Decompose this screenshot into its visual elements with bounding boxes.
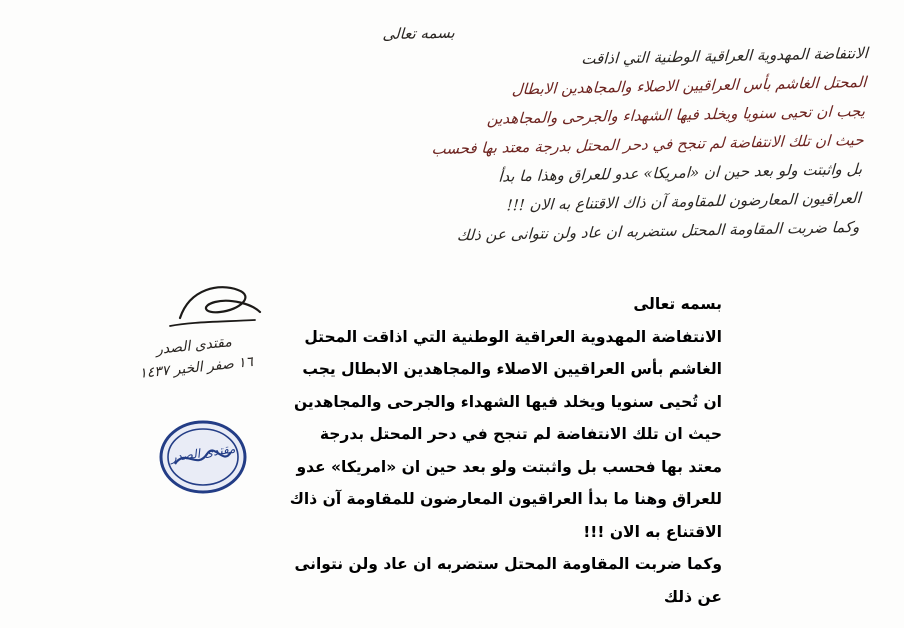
handwritten-line: وكما ضربت المقاومة المحتل ستضربه ان عاد ولن نتوانى عن ذلك [456, 217, 860, 245]
typed-line: وكما ضربت المقاومة المحتل ستضربه ان عاد ولن نتوانى [294, 555, 722, 573]
typed-transcription [282, 288, 722, 613]
typed-line: ان تُحيى سنويا ويخلد فيها الشهداء والجرحى والمجاهدين [293, 392, 722, 411]
handwritten-line: بل واثبتت ولو بعد حين ان «امريكا» عدو للعراق وهذا ما بدأ [497, 159, 863, 186]
handwritten-line: حيث ان تلك الانتفاضة لم تنجح في دحر المحتل بدرجة معتد بها فحسب [431, 130, 865, 159]
typed-line: حيث ان تلك الانتفاضة لم تنجح في دحر المحتل بدرجة [319, 425, 722, 443]
typed-line: بسمه تعالى [633, 295, 722, 313]
typed-line: للعراق وهنا ما بدأ العراقيون المعارضون للمقاومة آن ذاك [289, 490, 722, 508]
typed-line: عن ذلك [663, 587, 722, 606]
seal-text: مقتدى الصدر [169, 441, 237, 465]
typed-line: معتد بها فحسب بل واثبتت ولو بعد حين ان «امريكا» عدو [296, 457, 722, 476]
handwritten-statement [138, 10, 870, 257]
handwritten-line: المحتل الغاشم بأس العراقيين الاصلاء والمجاهدين الابطال [511, 72, 867, 99]
signature-date: ١٦ صفر الخير ١٤٣٧ [138, 354, 254, 382]
handwritten-line: الانتفاضة المهدوية العراقية الوطنية التي اذاقت [580, 43, 869, 68]
handwritten-line: يجب ان تحيى سنويا ويخلد فيها الشهداء والجرحى والمجاهدين [486, 101, 866, 128]
signature-block [108, 326, 282, 388]
typed-line: الاقتناع به الان !!! [583, 522, 722, 541]
typed-line: الغاشم بأس العراقيين الاصلاء والمجاهدين الابطال يجب [302, 360, 722, 378]
signature-name: مقتدى الصدر [155, 334, 233, 358]
handwritten-basmala: بسمه تعالى [382, 23, 456, 44]
typed-line: الانتفاضة المهدوية العراقية الوطنية التي اذاقت المحتل [304, 327, 722, 346]
handwritten-line: العراقيون المعارضون للمقاومة آن ذاك الاقتناع به الان !!! [506, 188, 862, 215]
